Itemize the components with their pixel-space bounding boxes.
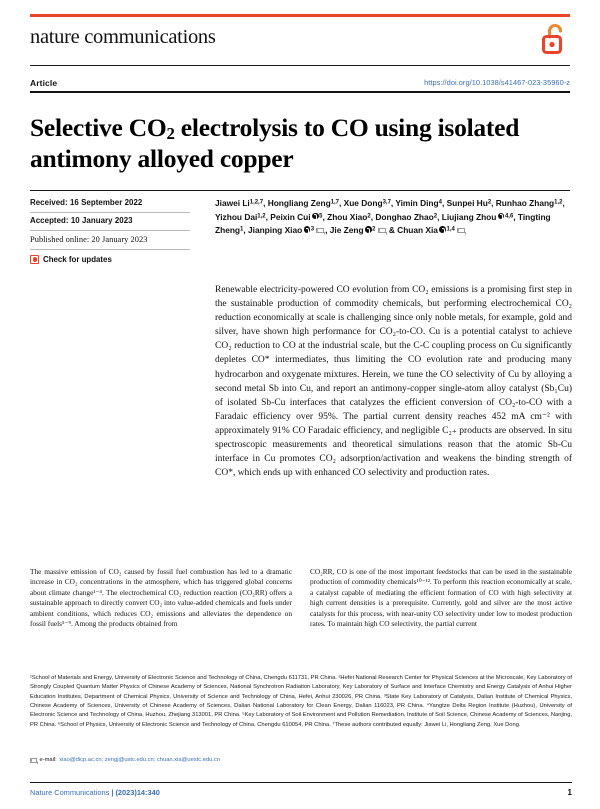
abstract-text: Renewable electricity-powered CO evolution from CO₂ emissions is a promising first step in the sustainable production of commodity chemicals, but performing electrochemical CO₂ reduction economically at scale is challenging since only noble metals, for example, gold and silver, have shown high performance for CO₂-to-CO. Cu is a potential catalyst to achieve CO₂ reduction to CO at the industrial scale, but the C-C coupling process on Cu significantly depletes CO* intermediates, thus limiting the CO evolution rate and producing many hydrocarbon and oxygenate mixtures. Herein, we tune the CO selectivity of Cu by alloying a second metal Sb into Cu, and report an antimony-copper single-atom alloy catalyst (Sb₁Cu) of isolated Sb-Cu interfaces that catalyzes the efficient conversion of CO₂-to-CO with a Faradaic efficiency over 95%. The partial current density reaches 452 mA cm⁻² with approximately 91% CO Faradaic efficiency, and negligible C₂₊ products are observed. In situ spectroscopic measurements and theoretical simulations reason that the atomic Sb-Cu interface in Cu promotes CO₂ adsorption/activation and weakens the binding strength of CO*, which ends up with enhanced CO selectivity and production rates. <box>215 285 572 479</box>
footer-issue: | (2023)14:340 <box>109 788 160 797</box>
author-name: Zhou Xiao <box>327 211 368 222</box>
author-affiliation-marker: 2 <box>367 213 371 220</box>
author-name: Chuan Xia <box>397 225 438 236</box>
title-subscript: 2 <box>166 124 175 144</box>
affiliations-text: ¹School of Materials and Energy, University of Electronic Science and Technology of China, Chengdu 611731, PR China. ²Hefei National Research Center for Physical Sciences at the Microscale, Key Laboratory of Strongly Coupled Quantum Matter Physics of Chinese Academy of Sciences, National Synchrotron Radiation Laboratory, Key Laboratory of Surface and Interface Chemistry and Energy Catalysis of Anhui Higher Education Institutes, Department of Chemical Physics, University of Science and Technology of China, Hefei, Anhui 230026, PR China. ³State Key Laboratory of Catalysis, Dalian Institute of Chemical Physics, Chinese Academy of Sciences, University of Chinese Academy of Sciences, Dalian National Laboratory for Clean Energy, Dalian 116023, PR China. ⁴Yangtze Delta Region Institute (Huzhou), University of Electronic Science and Technology of China, Huzhou, Zhejiang 313001, PR China. ⁵Key Laboratory of Soil Environment and Pollution Remediation, Institute of Soil Science, Chinese Academy of Sciences, Nanjing, PR China. ⁶School of Physics, University of Electronic Science and Technology of China, Chengdu 610054, PR China. ⁷These authors contributed equally: Jiawei Li, Hongliang Zeng, Xue Dong. <box>30 675 572 728</box>
author-affiliation-marker: 2 <box>372 226 376 233</box>
author-name: Yimin Ding <box>395 198 439 208</box>
published-date: Published online: 20 January 2023 <box>30 231 190 250</box>
publication-dates <box>30 194 190 264</box>
body-column-left: The massive emission of CO₂ caused by fossil fuel combustion has led to a dramatic increase in CO₂ concentrations in the atmosphere, which has triggered global concerns about climate change¹⁻⁴. The electrochemical CO₂ reduction reaction (CO₂RR) offers a sustainable approach to directly convert CO₂ into value-added chemicals and fuels under ambient conditions, which reduces CO₂ emissions and alleviates the dependence on fossil fuels⁵⁻⁹. Among the products obtained from <box>30 567 292 629</box>
crossmark-icon <box>30 255 39 264</box>
author-name: Hongliang Zeng <box>267 198 331 208</box>
author-name: Liujiang Zhou <box>441 211 497 222</box>
check-for-updates-badge[interactable] <box>30 250 190 264</box>
orcid-icon[interactable] <box>365 226 372 233</box>
author-affiliation-marker: 5 <box>319 213 323 220</box>
author-name: Jiawei Li <box>215 198 250 208</box>
author-affiliation-marker: 1,2,7 <box>249 199 264 206</box>
email-label: e-mail: <box>39 757 57 763</box>
journal-title: nature communications <box>30 26 216 48</box>
masthead-bottom-rule <box>30 65 570 66</box>
footer-citation <box>30 788 160 797</box>
body-column-right: CO₂RR, CO is one of the most important feedstocks that can be used in the sustainable production of commodity chemicals¹⁰⁻¹². To perform this reaction economically at scale, a catalyst capable of mediating the efficient formation of CO with high selectivity at high current densities is a prerequisite. Currently, gold and silver are the most active catalysts for this process, with near-unity CO selectivity under low to modest production rates. To maintain high CO selectivity, the partial current <box>310 567 572 629</box>
received-date: Received: 16 September 2022 <box>30 194 190 213</box>
envelope-icon <box>30 758 37 763</box>
author-name: Xue Dong <box>343 198 383 208</box>
author-list: Jiawei Li$^{1,2,7}$, Hongliang Zeng$^{1,7}$, Xue Dong$^{3,7}$, Yimin Ding$^4$, Sunpei Hu$^2$, Runhao Zhang$^{1,2}$, Yizhou Dai$^{1,2}$, Peixin Cui $^5$, Zhou Xiao$^2$, Donghao Zhao$^2$, Liujiang Zhou $^{4,6}$, Tingting Zheng$^1$, Jianping Xiao $^3$ , Jie Zeng $^2$ & Chuan Xia $^{1,4}$ <box>215 198 565 236</box>
title-line-2: isolated antimony alloyed copper <box>30 113 520 173</box>
author-name: Yizhou Dai <box>215 211 258 222</box>
author-name: Jie Zeng <box>329 225 364 236</box>
page-title <box>30 113 530 173</box>
orcid-icon[interactable] <box>439 226 446 233</box>
page-footer <box>30 788 572 797</box>
check-for-updates-label: Check for updates <box>43 254 112 264</box>
open-access-lock-icon <box>540 20 570 58</box>
author-affiliation-marker: 1,4 <box>446 226 455 233</box>
page-number: 1 <box>567 788 572 797</box>
author-affiliation-marker: 1 <box>240 226 244 233</box>
masthead-top-rule <box>30 14 570 17</box>
header-divider-rule <box>30 91 570 93</box>
author-affiliation-marker: 4 <box>438 199 442 206</box>
footer-rule <box>30 782 572 783</box>
envelope-icon[interactable] <box>378 228 386 234</box>
author-affiliation-marker: 2 <box>487 199 492 206</box>
orcid-icon[interactable] <box>498 213 505 220</box>
corresponding-email-line <box>30 757 572 763</box>
author-name: Peixin Cui <box>270 211 311 222</box>
email-addresses[interactable]: xiao@dicp.ac.cn; zengj@ustc.edu.cn; chuan.xia@uestc.edu.cn <box>59 757 220 763</box>
orcid-icon[interactable] <box>304 226 311 233</box>
author-affiliation-marker: 1,2 <box>257 213 266 220</box>
meta-top-rule <box>30 190 570 191</box>
accepted-date: Accepted: 10 January 2023 <box>30 213 190 232</box>
author-name: Jianping Xiao <box>248 225 303 236</box>
author-affiliation-marker: 3 <box>310 226 315 233</box>
envelope-icon[interactable] <box>316 228 324 234</box>
author-name: Sunpei Hu <box>446 198 488 208</box>
author-name: Donghao Zhao <box>375 211 434 222</box>
author-name: Runhao Zhang <box>495 198 555 208</box>
author-affiliation-marker: 1,7 <box>330 199 340 206</box>
title-part-1: Selective CO <box>30 113 167 143</box>
doi-link[interactable]: https://doi.org/10.1038/s41467-023-35960-z <box>424 78 570 87</box>
footer-journal-name: Nature Communications <box>30 788 110 797</box>
body-columns <box>30 567 572 630</box>
author-affiliation-marker: 4,6 <box>504 213 514 220</box>
article-type-kicker: Article <box>30 78 58 88</box>
title-part-2: electrolysis to CO using <box>174 113 432 143</box>
orcid-icon[interactable] <box>312 213 319 220</box>
author-name: Tingting Zheng <box>215 211 551 236</box>
author-affiliation-marker: 3,7 <box>382 199 391 206</box>
author-affiliation-marker: 1,2 <box>554 199 563 206</box>
author-affiliation-marker: 2 <box>433 213 438 220</box>
envelope-icon[interactable] <box>457 228 465 234</box>
journal-masthead <box>30 14 570 66</box>
